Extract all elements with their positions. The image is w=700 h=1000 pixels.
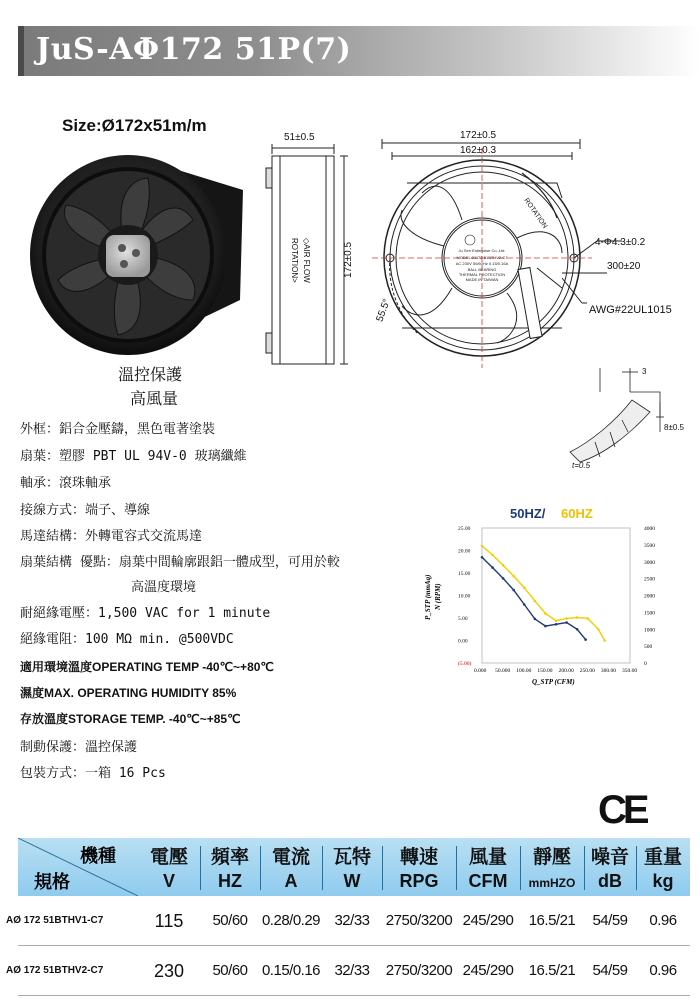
data-point-50hz — [576, 628, 579, 631]
cell-voltage: 115 — [154, 911, 184, 931]
spec-blade: 扇葉：塑膠 PBT UL 94V-0 玻璃纖維 — [20, 449, 247, 464]
hub-text-company: Ju Sen Enterprise Co.,Ltd. — [458, 248, 506, 253]
data-point-50hz — [555, 623, 558, 626]
table-header — [18, 838, 690, 896]
data-point-50hz — [544, 625, 547, 628]
y-right-tick-label: 3500 — [644, 542, 655, 549]
cell-weight: 0.96 — [649, 912, 677, 929]
spec-blade-structure: 扇葉結構 優點：扇葉中間輪廓跟鋁一體成型，可用於較 — [20, 555, 340, 570]
data-point-50hz — [565, 621, 568, 624]
header-bar — [18, 26, 700, 76]
header-stripe — [18, 26, 24, 76]
y-left-tick-label: 0.00 — [458, 638, 468, 645]
cell-frequency: 50/60 — [212, 962, 248, 979]
header-watt: 瓦特 W — [332, 846, 371, 891]
detail-dim-8: 8±0.5 — [664, 423, 684, 432]
cell-watt: 32/33 — [334, 962, 370, 979]
side-height-label: 172±0.5 — [343, 241, 354, 278]
plot-area — [482, 528, 630, 663]
y-right-tick-label: 4000 — [644, 526, 655, 532]
dim-width-outer: 172±0.5 — [460, 130, 497, 141]
y-right-tick-label: 3000 — [644, 559, 655, 566]
rotation-label: ROTATION — [522, 197, 549, 230]
cell-noise: 54/59 — [592, 962, 628, 979]
data-point-50hz — [491, 566, 494, 569]
wire-length: 300±20 — [607, 261, 641, 272]
spec-protection: 制動保護：溫控保護 — [20, 740, 138, 755]
spec-frame: 外框：鋁合金壓鑄，黑色電著塗裝 — [20, 422, 216, 437]
angle-label: 55.5° — [374, 297, 393, 324]
size-label: Size:Ø172x51m/m — [62, 116, 207, 135]
header-model-bottom: 規格 — [34, 872, 70, 893]
cell-static-pressure: 16.5/21 — [528, 912, 576, 929]
x-tick-label: 350.00 — [622, 668, 638, 674]
data-point-60hz — [576, 616, 579, 619]
tagline-temp-protection: 溫控保護 — [118, 365, 183, 384]
y-left-tick-label: 5.00 — [458, 616, 468, 622]
chart-xlabel: Q_STP (CFM) — [532, 678, 575, 686]
tagline-high-airflow: 高風量 — [130, 389, 179, 408]
y-right-tick-label: 500 — [644, 644, 653, 651]
data-point-60hz — [502, 564, 505, 567]
row-model: AØ 172 51BTHV2-C7 — [6, 965, 104, 976]
hole-label: 4-Φ4.3±0.2 — [595, 237, 646, 248]
chart-title-50hz: 50HZ/ — [510, 506, 546, 521]
cell-noise: 54/59 — [592, 912, 628, 929]
cell-airflow: 245/290 — [462, 962, 514, 979]
y-left-tick-label: 15.00 — [458, 571, 471, 577]
x-tick-label: 200.00 — [558, 668, 574, 674]
hub-text-origin: MADE IN TAIWAN — [465, 277, 499, 282]
product-title: JuS-AΦ172 51P(7) — [36, 32, 352, 67]
data-point-60hz — [491, 554, 494, 557]
header-diagonal-cell — [18, 838, 138, 896]
spec-blade-structure-cont: 高溫度環境 — [131, 580, 197, 595]
data-point-60hz — [597, 628, 600, 631]
table-row — [6, 946, 690, 996]
spec-packing: 包裝方式：一箱 16 Pcs — [20, 766, 166, 781]
x-tick-label: 150.00 — [537, 668, 553, 674]
airflow-side-label: ◇AIR FLOW — [302, 238, 311, 283]
rotation-side-label: ROTATION> — [290, 238, 299, 283]
cell-watt: 32/33 — [334, 912, 370, 929]
data-point-60hz — [555, 619, 558, 622]
cell-static-pressure: 16.5/21 — [528, 962, 576, 979]
spec-insulation: 絕緣電阻：100 MΩ min. @500VDC — [20, 632, 234, 647]
table-row — [6, 896, 690, 946]
terminal-detail-drawing — [560, 362, 690, 472]
awg-label: AWG#22UL1015 — [589, 304, 672, 316]
chart-svg — [420, 500, 680, 695]
spec-operating-temp: 適用環境溫度OPERATING TEMP -40℃~+80℃ — [20, 660, 274, 674]
x-tick-label: 300.00 — [600, 668, 616, 674]
data-point-50hz — [481, 556, 484, 559]
cell-weight: 0.96 — [649, 962, 677, 979]
header-speed: 轉速 RPG — [399, 846, 439, 891]
data-point-50hz — [534, 618, 537, 621]
header-weight: 重量 kg — [643, 846, 682, 891]
cell-voltage: 230 — [153, 961, 185, 981]
detail-thickness: t=0.5 — [572, 461, 591, 470]
cell-current: 0.28/0.29 — [261, 912, 321, 929]
header-frequency: 頻率 HZ — [210, 846, 249, 891]
data-point-50hz — [502, 577, 505, 580]
header-current: 電流 A — [271, 846, 310, 891]
y-right-tick-label: 2500 — [644, 576, 655, 583]
cell-speed: 2750/3200 — [385, 962, 453, 979]
cell-airflow: 245/290 — [462, 912, 514, 929]
data-point-60hz — [544, 612, 547, 615]
data-point-60hz — [512, 575, 515, 578]
y-right-tick-label: 1000 — [644, 627, 655, 634]
hub-text-bearing: BALL BEARING — [467, 267, 497, 272]
technical-drawing — [262, 128, 700, 373]
cell-frequency: 50/60 — [212, 912, 248, 929]
chart-ylabel-left: P_STP (mmAq) — [424, 574, 432, 620]
spec-dielectric: 耐絕緣電壓：1,500 VAC for 1 minute — [20, 606, 271, 621]
header-static-pressure: 靜壓 mmHZO — [528, 846, 576, 890]
dim-depth: 51±0.5 — [284, 132, 315, 143]
hub-text-model: MODEL:21172 51BTHV2-C7 — [456, 255, 508, 260]
data-point-60hz — [523, 587, 526, 590]
header-model-top: 機種 — [80, 846, 116, 867]
fan-photo — [28, 150, 250, 360]
y-left-tick-label: 25.00 — [458, 526, 471, 532]
ce-mark: CE — [598, 788, 646, 832]
data-point-60hz — [481, 545, 484, 548]
spec-table — [6, 838, 690, 996]
spec-bearing: 軸承：滾珠軸承 — [20, 476, 112, 491]
y-left-tick-label: 20.00 — [458, 548, 471, 555]
data-point-60hz — [565, 617, 568, 620]
header-airflow: 風量 CFM — [468, 846, 508, 891]
x-tick-label: 250.00 — [579, 668, 595, 674]
detail-dim-3: 3 — [642, 367, 647, 376]
row-model: AØ 172 51BTHV1-C7 — [6, 915, 104, 926]
spec-motor: 馬達結構：外轉電容式交流馬達 — [20, 529, 203, 544]
data-point-60hz — [534, 600, 537, 603]
data-point-60hz — [603, 639, 606, 642]
y-left-tick-label: 10.00 — [458, 593, 471, 600]
chart-title-60hz: 60HZ — [561, 506, 593, 521]
data-point-60hz — [586, 617, 589, 620]
header-voltage: 電壓 V — [149, 846, 188, 891]
hub-text-power: AC 230V 50/60Hz 0.15/0.16A — [455, 261, 509, 266]
spec-wiring: 接線方式：端子、導線 — [20, 503, 151, 518]
data-point-50hz — [523, 603, 526, 606]
y-right-tick-label: 1500 — [644, 610, 655, 617]
dim-width-inner: 162±0.3 — [460, 145, 497, 156]
cell-current: 0.15/0.16 — [261, 962, 321, 979]
x-tick-label: 0.000 — [474, 668, 487, 674]
header-noise: 噪音 dB — [590, 846, 629, 891]
spec-storage-temp: 存放溫度STORAGE TEMP. -40℃~+85℃ — [20, 712, 241, 726]
cell-speed: 2750/3200 — [385, 912, 453, 929]
y-left-tick-label: (5.00) — [458, 661, 472, 667]
y-right-tick-label: 2000 — [644, 593, 655, 600]
data-point-50hz — [512, 589, 515, 592]
hub-text-protection: THERMAL PROTECTION — [458, 272, 506, 277]
x-tick-label: 100.00 — [516, 668, 532, 674]
data-point-50hz — [584, 638, 587, 641]
performance-chart — [420, 500, 680, 695]
spec-humidity: 濕度MAX. OPERATING HUMIDITY 85% — [20, 686, 237, 700]
chart-ylabel-right: N (RPM) — [434, 583, 442, 610]
y-right-tick-label: 0 — [644, 661, 647, 667]
x-tick-label: 50.000 — [495, 668, 511, 674]
